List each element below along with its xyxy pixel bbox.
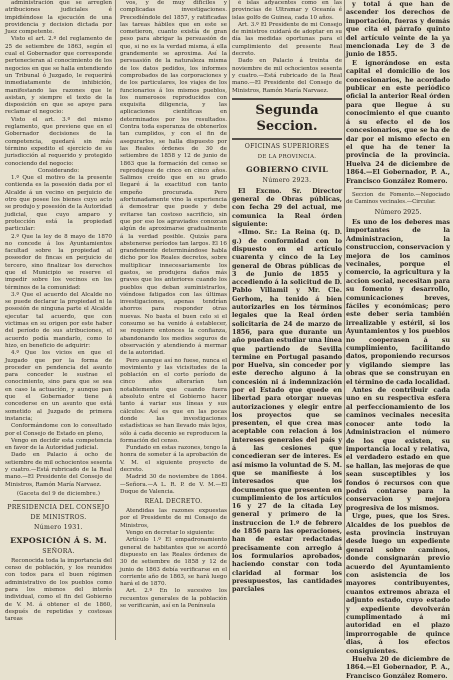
column-4 xyxy=(346,0,450,680)
document-number: Número 2925. xyxy=(374,207,422,216)
gaceta-reference: (Gaceta del 9 de diciembre.) xyxy=(16,490,101,497)
paragraph: Visto el art. 2.º del reglamento de 25 de setiembre de 1863, según el cual el Gobernador que corresponde pertenecieran al conocimiento de los negocios en que se halla entendiendo un Tribunal ó Juzgado, le requerirá inmediatamente de inhibición, manifestando las razones que le asistan, y siempre el texto de la disposición en que se apoye para reclamar el negocio: xyxy=(5,36,112,116)
section-heading: REAL DECRETO. xyxy=(144,498,203,506)
paragraph: Dado en Palacio á ocho de setiembre de mil ochocientos sesenta y cuatro.—Está rubricado de la Real mano.—El Presidente del Consejo de Ministros, Ramón María Narvaez. xyxy=(5,452,112,488)
paragraph: Art. 3.º El Presidente de mi Consejo de ministros cuidará de adoptar en su día las medidas oportunas para el cumplimiento del presente Real decreto. xyxy=(232,21,342,58)
paragraph: administración que se arreglen atribuciones judiciales é impidiéndose la ejecución de una providencia y decision dictada por Juez competente. xyxy=(5,0,112,36)
paragraph: é islas adyacentes como en las provincias de Ultramar y Oceanía é islas golfo de Guinea, cada 10 años. xyxy=(232,0,342,21)
paragraph: E ignorándose en esta capital el domicilio de los concesionarios, he acordado publicar en este periódico oficial la anterior Real órden para que llegue á su conocimiento el que cuanto á su efecto el de los concesionarios, que se ha de dar por el mismo efecto en el que ha de tener la provincia de la provincia. Huelva 24 de diciembre de 1864.—El Gobernador, P. A., Francisco González Romero. xyxy=(346,58,450,185)
section-title: Segunda Seccion. xyxy=(255,102,319,134)
gobierno-heading: GOBIERNO CIVIL xyxy=(246,164,328,174)
section-heading: PRESIDENCIA DEL CONSEJO xyxy=(7,503,110,511)
column-3 xyxy=(232,0,342,640)
paragraph: Atendidas las razones expuestas por el Presidente de mi Consejo de Ministros, xyxy=(120,508,227,529)
paragraph: Urge, pues, que los Sres. Alcaldes de los pueblos de esta provincia instruyan desde luego un expediente general sobre caminos, donde consignarán previo acuerdo del Ayuntamiento con asistencia de los mayores contribuyentes, cuantos extremos abraza el adjunto estado, cuyo estado y expediente devolverán cumplimentado á mi autoridad en el plazo improrrogable de quince dias, á los efectos consiguientes. xyxy=(346,512,450,655)
divider xyxy=(232,98,342,100)
divider xyxy=(13,500,104,501)
column-2 xyxy=(120,0,227,640)
paragraph: Art. 2.º En lo sucesivo los recuentos generales de la población se verificarán, así en la Península xyxy=(120,588,227,610)
paragraph: Pero aunque así no fuese, nunca el movimiento y las vicisitudes de la población en el corto período de cinco años alterarían tan notablemente que cuando fuera absoluto entre el Gobierno hacer tanto á variar sus líneas y sus cálculos: Así es que en las pocas donde las investigaciones estadísticas se han llevado más lejos, sólo á cada decenio se reproducen la formación del censo. xyxy=(120,357,227,444)
paragraph: y total á que han de ascender los derechos de importación, fueras y demás que cita el párrafo quinto del artículo veinte de la ya mencionada Ley de 3 de junio de 1855. xyxy=(346,0,450,59)
divider xyxy=(354,188,442,189)
exposicion-heading: EXPOSICIÓN Á S. M. xyxy=(10,535,107,545)
column-divider xyxy=(229,0,230,640)
paragraph: Artículo 1.º El empadronamiento general de habitantes que se acordó dispuesto en las Reales órdenes de 30 de setiembre de 1858 y 12 de junio de 1863 debía verificarse en el corriente año de 1863, se hará luego hará el de 1870. xyxy=(120,537,227,588)
paragraph: «Ilmo. Sr.: La Reina (q. D. g.) de conformidad con lo dispuesto en el artículo cuarenta y cinco de la Ley general de Obras públicas de 3 de Junio de 1855 y accediendo á la solicitud de D. Pablo Villamil y Mr. Cle. Gerhom, ha tenido á bien autorizarles en los términos legales que la Real órden solicitaria de 24 de marzo de 1856, para que durante un año puedan estudiar una línea que partiendo de Sevilla termine en Portugal pasando por Huelva, sin conceder por este derecho alguno á la concesión ni á indemnización por el Estado que quede en libertad para otorgar nuevas autorizaciones y elegir entre los proyectos que se presenten, el que crea mas aceptable con relacion á los intereses generales del país y á las cesiones que concedieran ser de interes. Es así mismo la voluntad de S. M. que se manifieste á los interesados que los documentos que presenten en cumplimiento de los artículos 16 y 27 de la citada Ley general y primero de la instruccion de 1.º de febrero de 1856 para las operaciones, han de estar redactadas precisamente con arreglo á los formularios aprobados, haciendo constar con toda claridad al formar los presupuestos, las cantidades parciales xyxy=(232,228,342,594)
paragraph: Dado en Palacio á treinta de noviembre de mil ochocientos sesenta y cuatro.—Está rubricado de la Real mano.—El Presidente del Consejo de Ministros, Ramón María Narvaez. xyxy=(232,58,342,94)
paragraph: Fundado en estas razones, tengo la honra de someter á la aprobación de V. M. el siguiente proyecto de decreto. xyxy=(120,445,227,473)
paragraph: Conformándome con lo consultado por el Consejo de Estado en pleno, xyxy=(5,423,112,437)
paragraph: Es uno de los deberes mas importantes de la Administracion, la construccion, conservacion y mejora de los caminos vecinales, porque el comercio, la agricultura y la accion social, necesitan para su fomento y desarrollo, comunicaciones breves, fáciles y económicas; pero este deber seria también irrealizable y estéril, si los Ayuntamientos y los pueblos no cooperasen á su cumplimiento, facilitando datos, proponiendo recursos y vigilando siempre las obras que se construyan en el término de cada localidad. xyxy=(346,217,450,386)
salutation: SEÑORA. xyxy=(42,547,75,555)
section-heading: DE MINISTROS. xyxy=(30,513,87,521)
paragraph: El Excmo. Sr. Director general de Obras públicas, con fecha 29 del actual, me comunica la Real órden siguiente: xyxy=(232,186,342,229)
paragraph: Considerando: xyxy=(37,167,80,174)
paragraph: Reconocida toda la importancia del censo de población, y los reunidos con todos para el buen régimen administrativo de los pueblos como para los mismos del interés individual, como el fin del Gobierno de V. M. á obtener el de 1860, después de repetidas y costosas tareas xyxy=(5,557,112,623)
paragraph: 3.º Que el acuerdo del Alcalde no se puede declarar la propiedad ni la posesión de ninguna parte el Alcalde ejecutar tal acuerdo, que con victimas en su origen por este haber del período de sus atribuciones, el acuerdo podía mandarlo, como lo hizo, en beneficio de adquirir: xyxy=(5,291,112,349)
divider xyxy=(232,138,342,140)
section-heading: OFICINAS SUPERIORES xyxy=(244,142,330,150)
paragraph: Madrid 30 de noviembre de 1864.—Señora.—A L. R. P. de V. M.—El Duque de Valencia. xyxy=(120,474,227,495)
paragraph: Huelva 20 de diciembre de 1864.—El Gobernador, P. A., Francisco González Romero. xyxy=(346,655,450,680)
paragraph: 1.º Que el motivo de la presente contienda es la posesión dada por el Alcalde á un vecino en perjuicio de otro que posee los bienes cuyo acto se produjo y posesión de la Autoridad judicial, que cuyo amparo y protección está la propiedad particular: xyxy=(5,175,112,233)
column-divider xyxy=(115,0,116,640)
paragraph: vos, y de muy difíciles y complicadas investigaciones. Precediéndole del 1857, y ratificadas las tareas hábiles que en este se cometieron, cuanto existía de gran peso para abrigar la persuasión de que, si no es la verdad misma, á ella grandemente se aproxima. Así la persuasión de la naturaleza misma de los datos pedidos, los informes comprobados de las corporaciones y de los particulares, los viajes de los funcionarios á los mismos pueblos, los numerosos reproducidos con exquisita diligencia, y las aplicaciones científicas en determinados por los resultados. Contra toda esperanza de obtenerlos tan cumplidos, y con el fin de asegurarlos, se halla dispuesto por las Reales órdenes de 30 de setiembre de 1858 y 12 de junio de 1863 que la formación del censo se reprodujese de cinco en cinco años. Salimos creído que en su grado llegaré á la exactitud con tanto empeño procurada. Pero afortunadamente vino la experiencia á demostrar que puede y debe evitarse tan costoso sacrificio, sin que por eso los agraviados conozcan algún de aproximarse gradualmente á la verdad posible. Quizás para abstenerse períodos tan largos. El 16 grandemente determinándose habla dicho por los Reales decretos, sobre multiplicar innecesariamente los gastos, se produjera daños más graves que los anteriores cuando los pueblos que deban suministrarlos, viéndose fatigados con las últimas investigaciones, apenas tendrían ahorros para responder otras nuevas. No basta el buen celo si el consumo se ha venido á establecer, se requiere entonces la confianza, abandonando los medios seguros de observación y atendiendo á mermar de la autoridad. xyxy=(120,0,227,357)
section-heading: DE LA PROVINCIA. xyxy=(257,153,317,160)
paragraph: Seccion de Fomento.—Negociado de Caminos vecinales.—Circular. xyxy=(346,191,450,205)
paragraph: Vengo en decidir esta competencia en favor de la Autoridad judicial. xyxy=(5,437,112,452)
paragraph: Visto el art. 3.º del mismo reglamento, que previene que en el Gobernador decisiones de la competencia, quedará sin más término expedito el ejercicio de su jurisdicción al requerido y protegido conociendo del negocio: xyxy=(5,116,112,167)
column-divider xyxy=(344,0,345,640)
document-number: Número 2923. xyxy=(262,176,312,184)
paragraph: 2.º Que la ley de 8 mayo de 1870 no concede á los Ayuntamientos facultad sobre la propiedad al poseedor de fincas en perjuicio de tercero, sino finalizar los derechos que el Municipio se reserve el impedir sobre los vecinos en los términos de la comunidad: xyxy=(5,233,112,291)
paragraph: Antes de contribuir cada uno en su respectiva esfera al perfeccionamiento de los caminos vecinales necesita conocer ante todo la Administracion el número de los que existen, su importancia local y relativa, el verdadero estado en que se hallan, las mejoras de que sean susceptibles y los fondos ó recursos con que podrá contarse para la conservacion y mejora progresiva de los mismos. xyxy=(346,386,450,512)
column-1 xyxy=(5,0,112,640)
paragraph: Vengo en decretar lo siguiente: xyxy=(126,530,215,537)
document-number: Número 1931. xyxy=(34,523,83,531)
paragraph: 4.º Que los vicios en que el Juzgado que por la forma de proceder en pendencia del asunto para conceder le sustrae el conocimiento, sino para que se sea en caso la actuación, y aunque pan que el Gobernador tiene á concederse en un asunto que está sometido al Juzgado de primera instancia; xyxy=(5,350,112,422)
